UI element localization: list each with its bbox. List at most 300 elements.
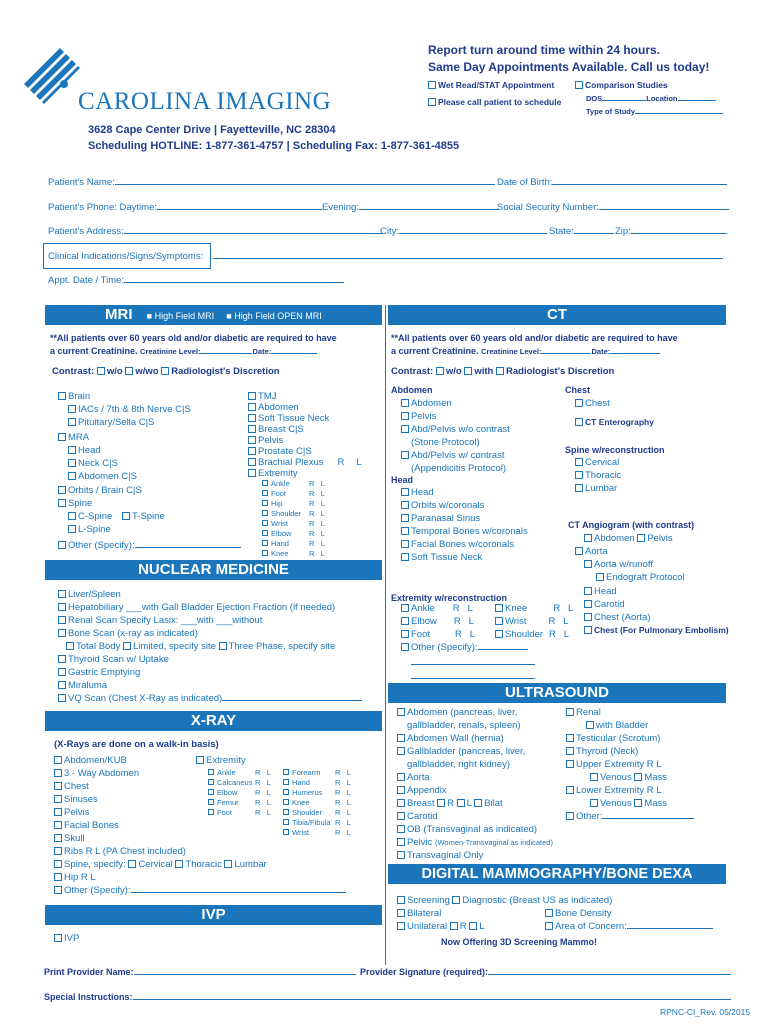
item-label: Ribs R L (PA Chest included) [64,846,186,857]
ct-aorta[interactable] [575,546,608,557]
mri-ext-hip[interactable] [262,499,282,508]
us-header: ULTRASOUND [388,683,726,703]
item-label: Pelvis [411,411,437,422]
item-label: Lumbar [585,483,618,494]
r-label: R [309,519,315,528]
item-label: Area of Concern: [555,921,627,932]
item-label: Chest [64,781,89,792]
item-label: Foot [271,489,287,498]
r-label: R [309,549,315,558]
l-label: L [266,768,271,777]
item-label: Foot [217,808,233,817]
item-label: Bone Density [555,908,612,919]
signature-field[interactable] [360,967,731,977]
city-label: City: [380,226,399,237]
item-label: Other: [576,811,603,822]
ct-angio-heading: CT Angiogram (with contrast) [568,520,695,530]
provider-label: Print Provider Name: [44,967,134,977]
item-label: Facial Bones w/coronals [411,539,514,550]
mammo-header: DIGITAL MAMMOGRAPHY/BONE DEXA [388,864,726,884]
l-label: L [266,808,271,817]
r-label: R [309,509,315,518]
patient-name-label: Patient's Name: [48,177,115,188]
mri-iacs[interactable] [68,404,191,415]
ct-head[interactable] [401,487,434,498]
item-label: Elbow [217,788,238,797]
item-label: R [459,921,467,932]
us-carotid[interactable] [397,811,438,822]
mri-cspine[interactable] [68,511,112,522]
ct-sinus[interactable] [401,513,480,524]
item-label: Mass [644,772,668,783]
us-abdomen-cont: gallbladder, renals, spleen) [407,720,521,731]
mammo-screening[interactable] [397,895,612,906]
nm-liver[interactable] [58,589,121,600]
r-label: R [337,457,345,468]
mri-lspine[interactable] [68,524,111,535]
xray-ribs[interactable] [54,846,186,857]
item-label: L [479,921,485,932]
mri-extremity[interactable] [248,468,298,479]
ct-elbow[interactable]: Elbow R L [401,616,474,627]
ct-angio-abdomen[interactable] [584,533,673,544]
city-field[interactable] [380,226,547,237]
r-label: R [309,539,315,548]
item-label: Abdomen/KUB [64,755,127,766]
xray-kub[interactable] [54,755,127,766]
item-label: Hip [271,499,283,508]
item-label: Facial Bones [64,820,119,831]
item-label: L-Spine [78,524,111,535]
item-label: Soft Tissue Neck [411,552,483,563]
ct-pe[interactable] [584,625,729,635]
mri-soft-tissue[interactable] [248,413,329,424]
header-line2: Same Day Appointments Available. Call us today! [428,60,710,74]
ct-carotid[interactable] [584,599,625,610]
item-label: (Women-Transvaginal as indicated) [434,838,553,847]
mri-ext-ankle[interactable] [262,479,290,488]
dos-field[interactable] [586,94,716,103]
clinical-line[interactable] [213,258,723,259]
address-field[interactable] [48,226,382,237]
xray-chest[interactable] [54,781,89,792]
item-label: Elbow [271,529,292,538]
mri-title: MRI [105,306,133,323]
ct-level-label: Creatinine Level: [481,347,542,356]
wet-read-option[interactable] [428,80,554,90]
r-label: R [335,818,341,827]
us-bladder[interactable] [586,720,648,731]
nm-miraluma[interactable] [58,680,107,691]
item-label: Temporal Bones w/coronals [411,526,528,537]
item-label: Pituitary/Sella C|S [78,417,155,428]
dob-field[interactable] [497,177,727,188]
item-label: Hepatobiliary ___with Gall Bladder Ejection Fraction (if needed) [68,602,336,613]
mri-ext-elbow[interactable] [262,529,291,538]
mri-pituitary[interactable] [68,417,154,428]
item-label: Gallbladder (pancreas, liver, [407,746,526,757]
us-abdomen[interactable] [397,707,517,718]
item-label: Mass [644,798,668,809]
xray-header: X-RAY [45,711,382,731]
item-label: Appendix [407,785,447,796]
ct-date-label: Date: [591,347,611,356]
item-label: Wrist [505,616,527,627]
item-label: OB (Transvaginal as indicated) [407,824,538,835]
us-upper-venous[interactable] [590,772,667,783]
state-label: State: [549,226,574,237]
item-label: Abdomen [258,402,299,413]
mri-brain[interactable] [58,391,90,402]
item-label: Shoulder [271,509,302,518]
xray-sinuses[interactable] [54,794,98,805]
ct-chest-aorta[interactable] [584,612,651,623]
item-label: Neck C|S [78,458,118,469]
item-label: VQ Scan (Chest X-Ray as indicated) [68,693,223,704]
ct-lumbar[interactable] [575,483,617,494]
item-label: Abdomen [594,533,635,544]
mri-tspine[interactable] [122,511,165,522]
item-label: Calcaneus [217,778,253,787]
item-label: Carotid [407,811,438,822]
item-label: Abd/Pelvis w/o contrast [411,424,510,435]
item-label: Renal Scan Specify Lasix: ___with ___without [68,615,263,626]
item-label: Extremity [206,755,246,766]
item-label: Orbits w/coronals [411,500,485,511]
location-label: Location [646,94,678,103]
mri-date-label: Date: [252,347,272,356]
ct-abd-w[interactable] [401,450,504,461]
us-abdomen-wall[interactable] [397,733,504,744]
mri-contrast-label: Contrast: [52,366,95,377]
item-label: Foot [411,629,431,640]
item-label: Abd/Pelvis w/ contrast [411,450,505,461]
r-label: R [309,479,315,488]
mri-col2-abdomen[interactable] [248,402,299,413]
item-label: CT Enterography [585,417,654,427]
state-field[interactable] [549,226,614,237]
item-label: Unilateral [407,921,448,932]
item-label: Brachial Plexus [258,457,324,468]
r-label: R [255,788,261,797]
l-label: L [320,489,325,498]
item-label: Diagnostic (Breast US as indicated) [462,895,613,906]
xray-ext1-rl [255,768,271,818]
mri-other[interactable] [58,540,241,551]
xray-ext2[interactable] [283,768,331,838]
item-label: Gastric Emptying [68,667,141,678]
item-label: Pelvis [64,807,90,818]
ct-foot[interactable]: Foot R L [401,629,475,640]
item-label: Wrist [292,828,309,837]
appt-field[interactable] [48,275,344,286]
us-thyroid[interactable] [566,746,638,757]
ct-head-heading: Head [391,475,414,485]
mri-ext-foot[interactable] [262,489,286,498]
us-other[interactable] [566,811,694,822]
mri-orbits[interactable] [58,485,142,496]
l-label: L [266,788,271,797]
item-label: Endograft Protocol [606,572,685,583]
item-label: Head [411,487,434,498]
ct-enterography[interactable] [575,417,654,427]
ct-abd[interactable] [401,398,452,409]
item-label: Abdomen [411,398,452,409]
l-label: L [356,457,362,468]
mri-note1: **All patients over 60 years old and/or diabetic are required to have [50,333,337,343]
item-label: Prostate C|S [258,446,312,457]
item-label: Head [78,445,101,456]
item-label: Three Phase, specify site [228,641,336,652]
evening-field[interactable] [322,202,499,213]
ct-note2-field[interactable] [391,346,660,356]
ct-knee[interactable]: Knee R L [495,603,573,614]
nm-renal[interactable] [58,615,262,626]
special-instructions-field[interactable] [44,992,731,1002]
item-label: Total Body [76,641,121,652]
dos-label: DOS [586,94,603,103]
item-label: Upper Extremity R L [576,759,662,770]
item-label: MRA [68,432,90,443]
r-label: R [255,798,261,807]
l-label: L [346,788,351,797]
ct-appendicitis: (Appendicitis Protocol) [411,463,507,474]
ct-header: CT [388,305,726,325]
ct-contrast-label: Contrast: [391,366,434,377]
item-label: Chest (Aorta) [594,612,651,623]
mri-w: w/wo [135,366,159,377]
ct-temporal[interactable] [401,526,528,537]
ct-pelvis[interactable] [401,411,436,422]
ct-wrist[interactable]: Wrist R L [495,616,569,627]
mammo-unilateral[interactable] [397,921,485,932]
item-label: Ankle [411,603,435,614]
mri-head[interactable] [68,445,101,456]
phone-field[interactable] [48,202,322,213]
item-label: Other (Specify): [411,642,478,653]
ssn-field[interactable] [497,202,729,213]
item-label: Pelvis [647,533,673,544]
ct-orbits[interactable] [401,500,484,511]
item-label: Femur [217,798,239,807]
xray-extremity[interactable] [196,755,246,766]
nm-vq[interactable] [58,693,362,704]
mri-ext-knee[interactable] [262,549,289,558]
item-label: Thoracic [585,470,622,481]
mri-abdomen[interactable] [68,471,137,482]
ivp-header: IVP [45,905,382,925]
item-label: Shoulder [292,808,323,817]
revision: RPNC-CI_Rev. 05/2015 [660,1007,751,1017]
mri-high-label: High Field MRI [154,311,215,321]
item-label: Breast [407,798,435,809]
nm-bone-options[interactable] [66,641,335,652]
type-of-study-label: Type of Study [586,107,636,116]
us-aorta[interactable] [397,772,430,783]
us-transvaginal[interactable] [397,850,483,861]
ct-stone: (Stone Protocol) [411,437,480,448]
nm-hepatobiliary[interactable] [58,602,335,613]
item-label: Testicular (Scrotum) [576,733,661,744]
item-label: Aorta [407,772,430,783]
xray-ext1[interactable] [208,768,252,818]
item-label: Ankle [271,479,290,488]
item-label: Abdomen C|S [78,471,137,482]
phone-label: Patient's Phone: Daytime: [48,202,158,213]
provider-name-field[interactable] [44,967,356,977]
mri-header: MRI ■ High Field MRI ■ High Field OPEN MRI [45,305,382,325]
us-gallbladder[interactable] [397,746,525,757]
mri-tmj[interactable] [248,391,276,402]
ct-other-line2[interactable] [411,664,535,665]
ct-disc: Radiologist's Discretion [506,366,615,377]
xray-hip[interactable] [54,872,96,883]
mri-contrast-row[interactable] [52,366,280,377]
comparison-option[interactable] [575,80,668,90]
ivp-item[interactable] [54,933,79,944]
nm-bone[interactable] [58,628,198,639]
patient-name-field[interactable] [48,177,495,188]
item-label: TMJ [258,391,277,402]
us-renal[interactable] [566,707,601,718]
item-label: Bilateral [407,908,442,919]
comparison-label: Comparison Studies [585,80,668,90]
r-label: R [255,778,261,787]
header-line1: Report turn around time within 24 hours. [428,43,661,57]
ct-wo: w/o [445,366,462,377]
item-label: Breast C|S [258,424,304,435]
item-label: L [466,798,472,809]
hotline: Scheduling HOTLINE: 1-877-361-4757 | Scheduling Fax: 1-877-361-4855 [88,140,460,152]
mri-disc: Radiologist's Discretion [171,366,280,377]
ct-contrast-row[interactable] [391,366,614,377]
item-label: Chest [585,398,610,409]
mri-level-label: Creatinine Level: [140,347,201,356]
ct-cervical[interactable] [575,457,619,468]
item-label: Chest (For Pulmonary Embolism) [594,625,729,635]
xray-3way[interactable] [54,768,139,779]
l-label: L [346,768,351,777]
item-label: Head [594,586,617,597]
mri-prostate[interactable] [248,446,312,457]
us-lower-ext[interactable] [566,785,662,796]
item-label: Knee [505,603,528,614]
ct-ankle[interactable]: Ankle R L [401,603,473,614]
mri-ext-shoulder[interactable] [262,509,301,518]
l-label: L [320,509,325,518]
item-label: Spine [68,498,93,509]
nm-thyroid[interactable] [58,654,169,665]
xray-ext2-rl [335,768,351,838]
item-label: Pelvis [258,435,284,446]
ct-w: with [474,366,494,377]
item-label: Transvaginal Only [407,850,484,861]
ct-aorta-runoff[interactable] [584,559,653,570]
ct-thoracic[interactable] [575,470,621,481]
l-label: L [346,798,351,807]
us-upper-ext[interactable] [566,759,662,770]
ct-shoulder[interactable]: Shoulder R L [495,629,569,640]
item-label: Extremity [258,468,298,479]
mri-ext-wrist[interactable] [262,519,288,528]
xray-skull[interactable] [54,833,85,844]
mri-ext-hand[interactable] [262,539,289,548]
mri-breast[interactable] [248,424,304,435]
r-label: R [309,529,315,538]
xray-facial[interactable] [54,820,119,831]
xray-note: (X-Rays are done on a walk-in basis) [54,739,219,750]
ct-endograft[interactable] [596,572,685,583]
item-label: Bone Scan (x-ray as indicated) [68,628,198,639]
mammo-bone[interactable] [545,908,612,919]
mri-note2-field[interactable] [50,346,317,356]
r-label: R [309,499,315,508]
item-label: Spine, specify: [64,859,126,870]
r-label: R [335,808,341,817]
ct-angio-head[interactable] [584,586,617,597]
mri-ext-rl [309,479,325,559]
item-label: Venous [600,798,632,809]
wet-read-label: Wet Read/STAT Appointment [438,80,555,90]
item-label: 3 - Way Abdomen [64,768,140,779]
item-label: Lower Extremity R L [576,785,662,796]
us-pelvic[interactable] [397,837,553,848]
item-label: Forearm [292,768,321,777]
ct-abd-wo[interactable] [401,424,510,435]
item-label: Pelvic [407,837,433,848]
us-ob[interactable] [397,824,537,835]
schedule-option[interactable] [428,97,561,107]
item-label: Thoracic [185,859,222,870]
ct-chest[interactable] [575,398,610,409]
us-lower-venous[interactable] [590,798,667,809]
mammo-area[interactable] [545,921,713,932]
xray-other[interactable] [54,885,346,896]
ct-soft[interactable] [401,552,482,563]
item-label: T-Spine [132,511,165,522]
mri-mra[interactable] [58,432,89,443]
us-testicular[interactable] [566,733,660,744]
mammo-bilateral[interactable] [397,908,441,919]
item-label: Brain [68,391,91,402]
item-label: Skull [64,833,85,844]
mri-pelvis[interactable] [248,435,283,446]
r-label: R [309,489,315,498]
item-label: Hand [271,539,289,548]
zip-field[interactable] [615,226,727,237]
item-label: Knee [271,549,289,558]
mri-spine[interactable] [58,498,92,509]
us-appendix[interactable] [397,785,447,796]
item-label: Elbow [411,616,437,627]
ct-other-line3[interactable] [411,678,535,679]
l-label: L [320,549,325,558]
ct-facial[interactable] [401,539,514,550]
r-label: R [335,788,341,797]
ct-other[interactable] [401,642,528,653]
clinical-label: Clinical Indications/Signs/Symptoms: [48,251,204,262]
item-label: Limited, specify site [133,641,216,652]
mri-neck[interactable] [68,458,118,469]
mri-brachial[interactable] [248,457,362,468]
xray-spine[interactable] [54,859,267,870]
us-breast[interactable] [397,798,503,809]
xray-pelvis[interactable] [54,807,89,818]
r-label: R [255,808,261,817]
nm-gastric[interactable] [58,667,140,678]
type-of-study-field[interactable] [586,107,723,116]
ct-note2: a current Creatinine. [391,346,479,356]
